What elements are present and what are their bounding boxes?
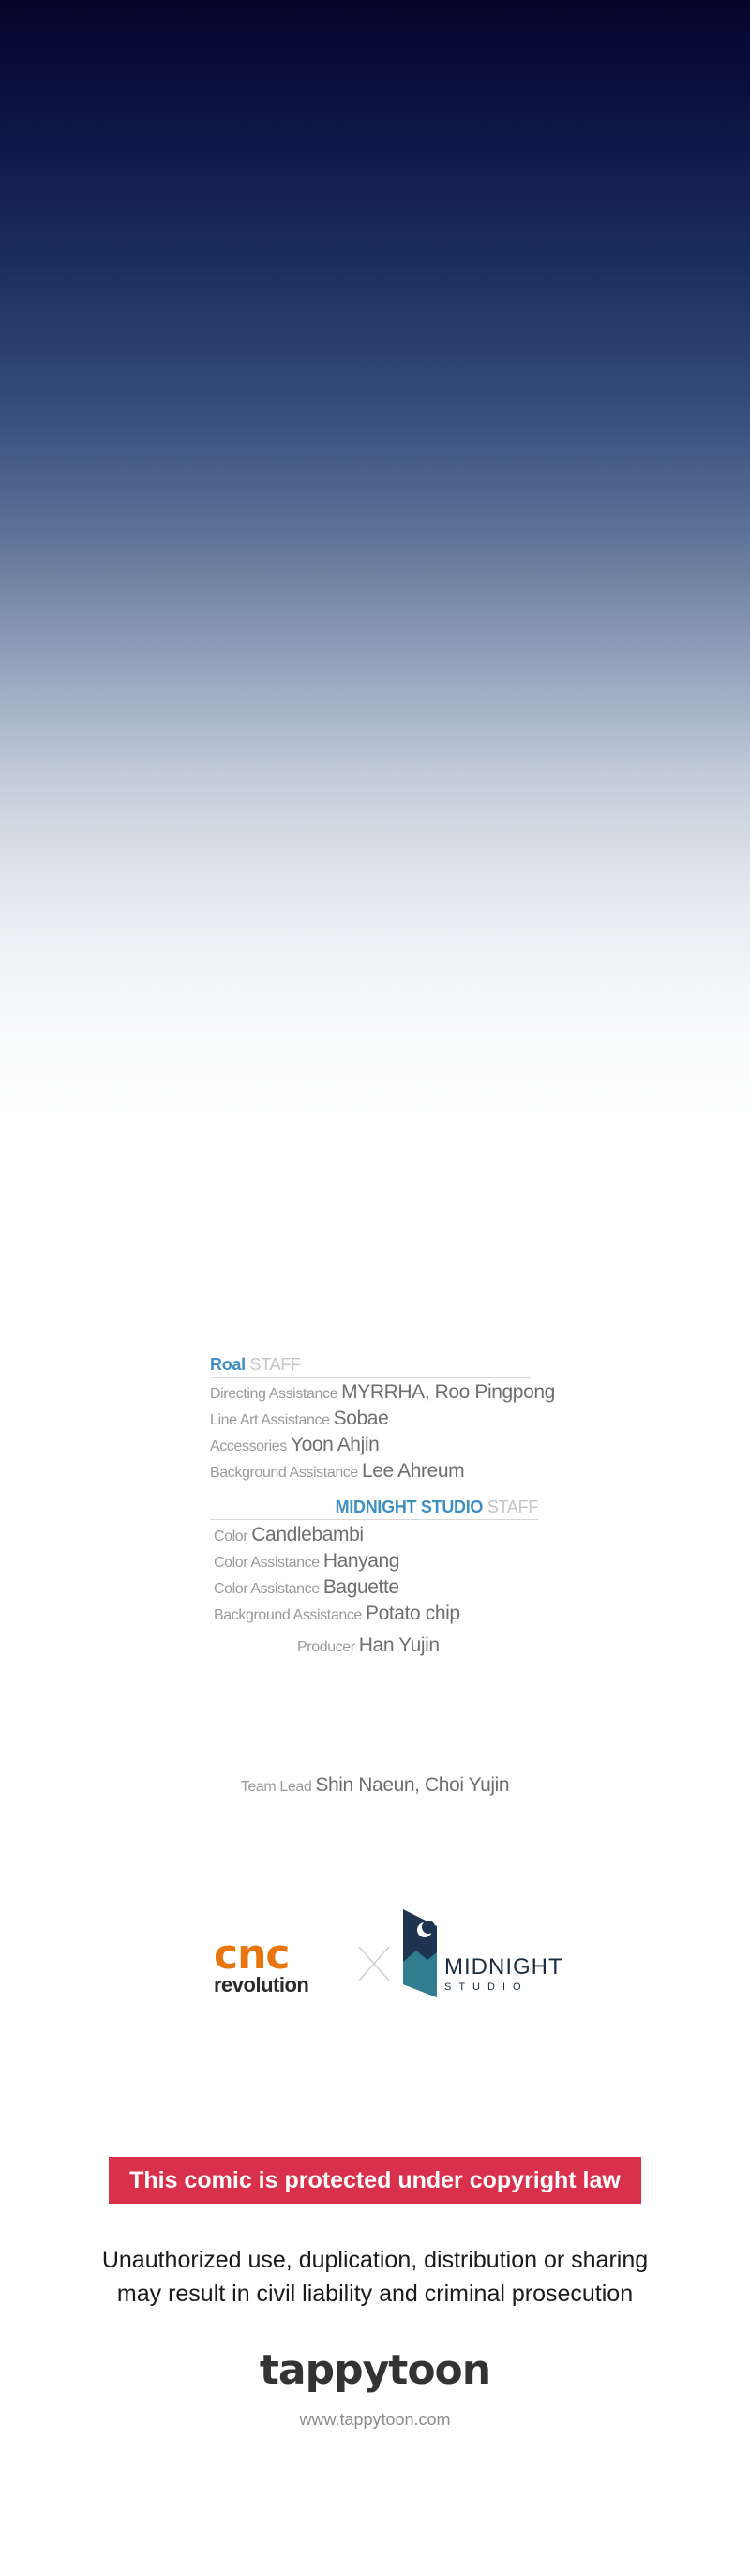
staff-label: STAFF — [487, 1498, 538, 1516]
copyright-banner: This comic is protected under copyright law — [109, 2157, 641, 2204]
credit-role: Background Assistance — [214, 1607, 362, 1623]
credit-name: Shin Naeun, Choi Yujin — [315, 1774, 510, 1796]
revolution-wordmark: revolution — [214, 1973, 309, 1996]
credit-row — [210, 1434, 585, 1456]
tappytoon-url-link[interactable]: www.tappytoon.com — [299, 2410, 451, 2429]
credit-role: Color — [214, 1529, 248, 1544]
copyright-warning — [0, 2243, 750, 2311]
credit-role: Accessories — [210, 1439, 287, 1454]
cnc-revolution-logo — [214, 1931, 309, 1996]
credit-row — [210, 1408, 585, 1430]
cnc-wordmark: cnc — [214, 1931, 290, 1979]
credit-role: Producer — [297, 1639, 355, 1655]
credit-role: Background Assistance — [210, 1465, 358, 1481]
warning-line: Unauthorized use, duplication, distribution or sharing — [101, 2247, 649, 2273]
credit-role: Directing Assistance — [210, 1386, 338, 1402]
warning-line: may result in civil liability and criminal prosecution — [116, 2281, 634, 2307]
tappytoon-logo[interactable]: tappytoon — [259, 2346, 491, 2394]
staff-label: STAFF — [249, 1355, 301, 1374]
midnight-studio-name: MIDNIGHT STUDIO — [335, 1498, 484, 1516]
credit-row — [210, 1460, 585, 1483]
team-lead-row — [0, 1774, 750, 1797]
midnight-subtitle: STUDIO — [444, 1981, 529, 1993]
studio-logos — [214, 1909, 562, 2003]
credit-name: Yoon Ahjin — [290, 1434, 380, 1455]
credit-row — [210, 1381, 585, 1404]
roal-staff-heading — [210, 1355, 531, 1378]
credit-row — [214, 1576, 585, 1599]
credit-name: Han Yujin — [358, 1634, 440, 1656]
credit-name: Lee Ahreum — [361, 1460, 465, 1482]
credit-name: MYRRHA, Roo Pingpong — [341, 1381, 555, 1403]
producer-row — [297, 1634, 585, 1657]
credit-name: Baguette — [322, 1576, 399, 1598]
credit-row — [214, 1524, 585, 1546]
midnight-staff-heading — [210, 1498, 538, 1520]
midnight-title: MIDNIGHT — [444, 1954, 563, 1980]
roal-studio-name: Roal — [210, 1355, 246, 1374]
credit-role: Team Lead — [240, 1779, 312, 1795]
credit-name: Hanyang — [322, 1550, 400, 1572]
credit-row — [214, 1603, 585, 1625]
credit-name: Candlebambi — [251, 1524, 364, 1545]
credit-role: Line Art Assistance — [210, 1412, 330, 1428]
credit-name: Sobae — [333, 1408, 389, 1429]
credit-role: Color Assistance — [214, 1555, 320, 1571]
staff-credits — [210, 1355, 585, 1657]
midnight-studio-wordmark — [444, 1956, 563, 1994]
night-sky-gradient — [0, 0, 750, 1153]
midnight-studio-emblem — [392, 1909, 448, 1997]
credit-row — [214, 1550, 585, 1573]
credit-role: Color Assistance — [214, 1581, 320, 1597]
credit-name: Potato chip — [365, 1603, 460, 1624]
